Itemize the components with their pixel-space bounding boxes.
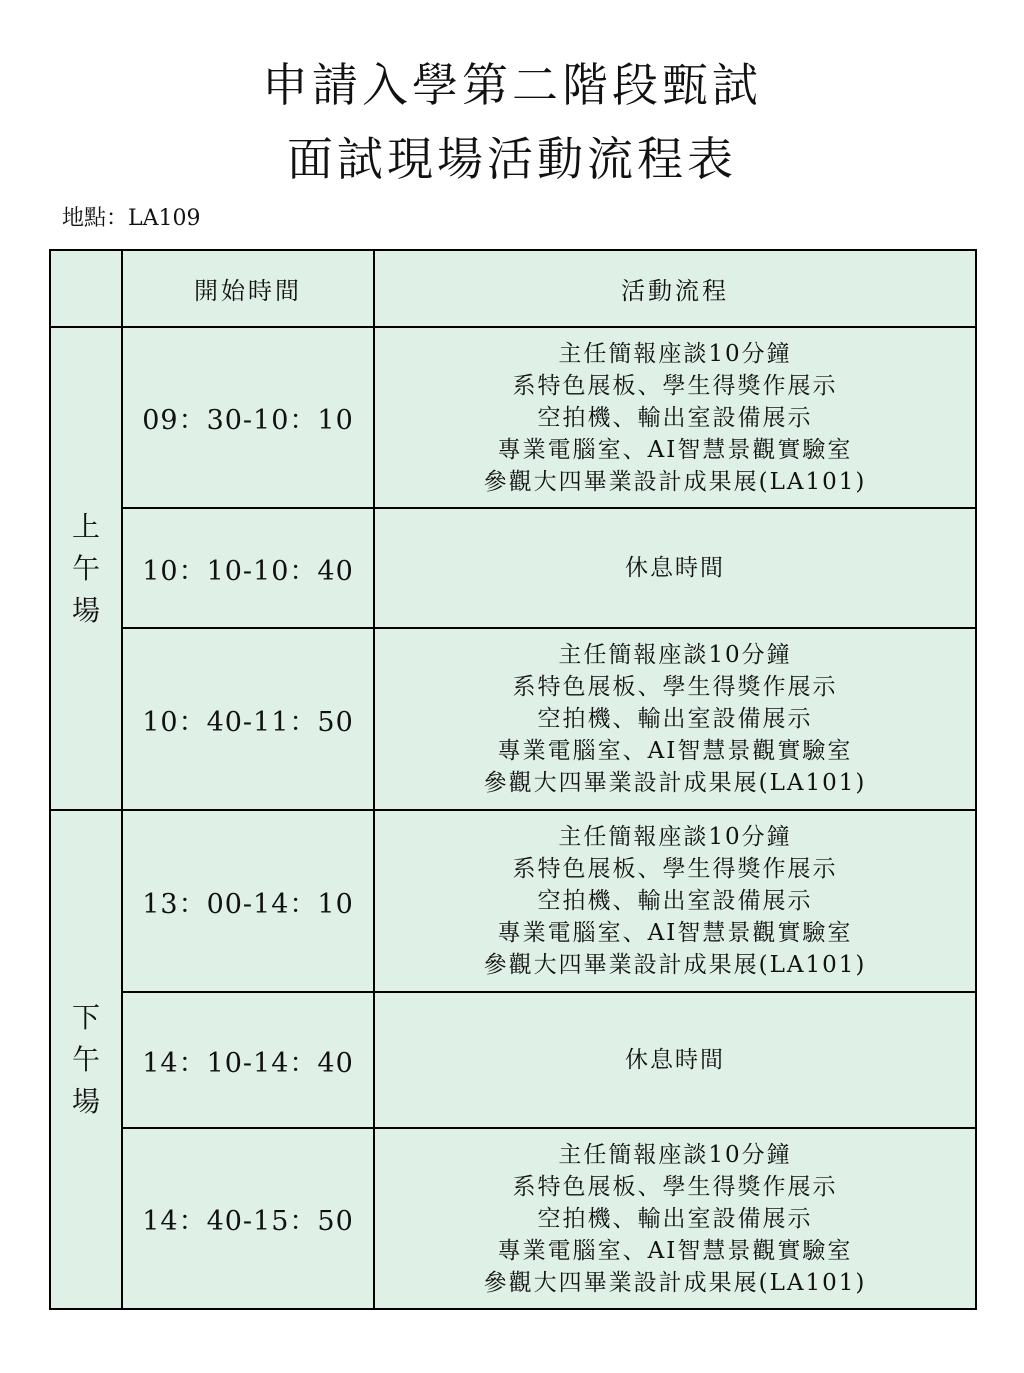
activity-line: 系特色展板、學生得獎作展示 <box>512 1173 838 1200</box>
activity-line: 系特色展板、學生得獎作展示 <box>512 674 838 700</box>
header-activity: 活動流程 <box>374 250 976 327</box>
time-cell: 09：30-10：10 <box>122 327 374 508</box>
activity-line: 主任簡報座談10分鐘 <box>558 340 792 367</box>
activity-line: 專業電腦室、AI智慧景觀實驗室 <box>497 920 853 946</box>
activity-line: 主任簡報座談10分鐘 <box>558 824 792 850</box>
page-title-line2: 面試現場活動流程表 <box>287 132 737 186</box>
table-row <box>50 327 976 508</box>
activity-line: 參觀大四畢業設計成果展(LA101) <box>483 1269 867 1296</box>
activity-line: 參觀大四畢業設計成果展(LA101) <box>483 770 867 796</box>
header-start-time: 開始時間 <box>122 250 374 327</box>
activity-cell <box>374 327 976 508</box>
activity-line: 參觀大四畢業設計成果展(LA101) <box>483 952 867 978</box>
session-char: 場 <box>71 1084 100 1118</box>
header-session-cell <box>50 250 122 327</box>
table-row <box>50 992 976 1128</box>
table-header-row <box>50 250 976 327</box>
session-label-morning <box>50 327 122 810</box>
table-row <box>50 1128 976 1309</box>
activity-line: 專業電腦室、AI智慧景觀實驗室 <box>497 1237 853 1264</box>
activity-cell <box>374 508 976 628</box>
activity-cell <box>374 1128 976 1309</box>
time-cell: 13：00-14：10 <box>122 810 374 992</box>
page-title-line1: 申請入學第二階段甄試 <box>262 58 762 112</box>
session-char: 上 <box>71 509 100 543</box>
time-cell: 14：10-14：40 <box>122 992 374 1128</box>
activity-line: 主任簡報座談10分鐘 <box>558 642 792 668</box>
activity-line: 休息時間 <box>625 555 725 581</box>
time-cell: 14：40-15：50 <box>122 1128 374 1309</box>
session-char: 下 <box>71 1000 100 1034</box>
activity-line: 參觀大四畢業設計成果展(LA101) <box>483 468 867 495</box>
session-label-afternoon <box>50 810 122 1309</box>
activity-cell <box>374 992 976 1128</box>
table-row <box>50 628 976 810</box>
activity-line: 空拍機、輸出室設備展示 <box>537 706 813 732</box>
activity-line: 專業電腦室、AI智慧景觀實驗室 <box>497 436 853 463</box>
activity-line: 系特色展板、學生得獎作展示 <box>512 856 838 882</box>
table-row <box>50 810 976 992</box>
activity-line: 休息時間 <box>625 1047 725 1073</box>
activity-line: 專業電腦室、AI智慧景觀實驗室 <box>497 738 853 764</box>
activity-cell <box>374 628 976 810</box>
activity-line: 空拍機、輸出室設備展示 <box>537 404 813 431</box>
session-char: 午 <box>71 1042 100 1076</box>
activity-cell <box>374 810 976 992</box>
activity-line: 空拍機、輸出室設備展示 <box>537 1205 813 1232</box>
activity-line: 系特色展板、學生得獎作展示 <box>512 372 838 399</box>
activity-line: 空拍機、輸出室設備展示 <box>537 888 813 914</box>
time-cell: 10：10-10：40 <box>122 508 374 628</box>
location-label: 地點：LA109 <box>62 206 201 231</box>
session-char: 午 <box>71 551 100 585</box>
activity-line: 主任簡報座談10分鐘 <box>558 1141 792 1168</box>
session-char: 場 <box>71 593 100 627</box>
time-cell: 10：40-11：50 <box>122 628 374 810</box>
schedule-table <box>49 249 977 1310</box>
table-row <box>50 508 976 628</box>
